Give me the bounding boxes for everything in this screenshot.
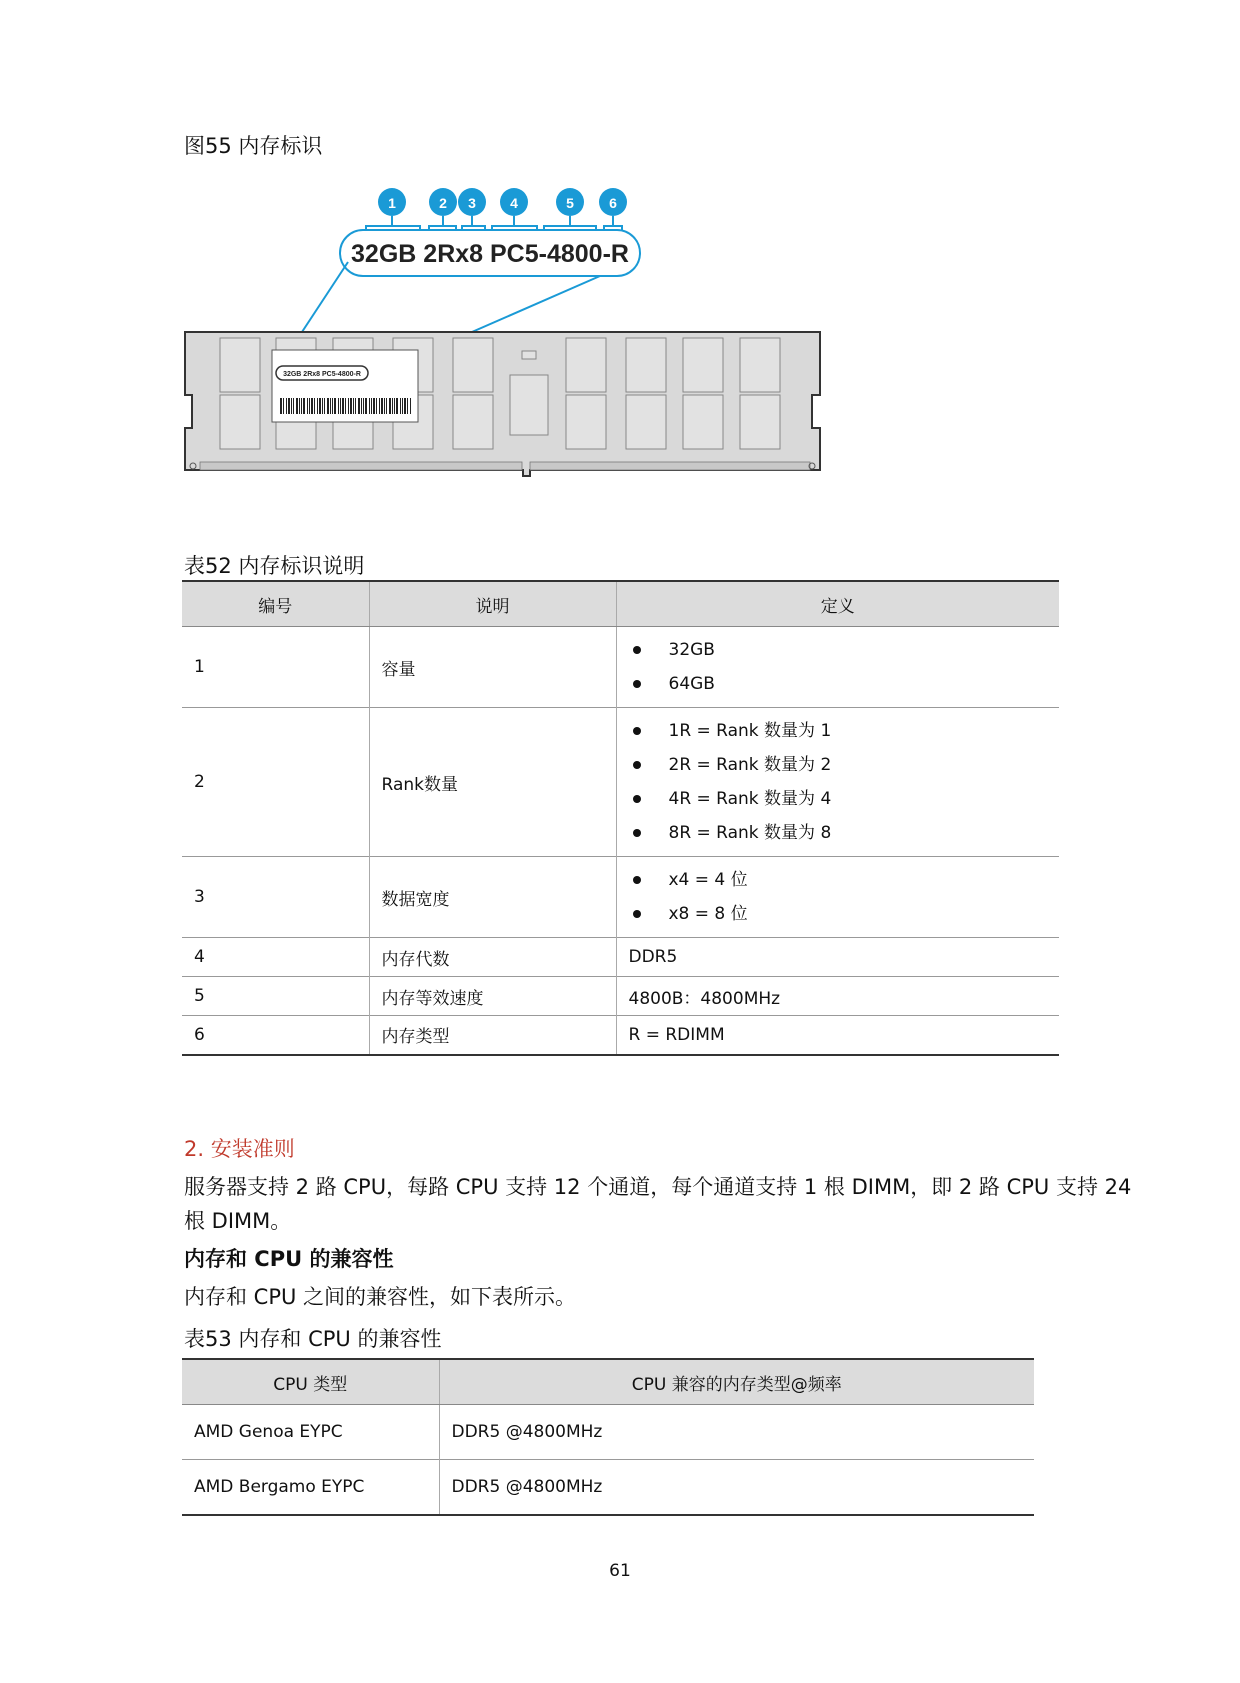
table-row	[182, 1460, 1034, 1515]
table-row	[182, 1405, 1034, 1460]
table-row	[182, 977, 1059, 1016]
table-row	[182, 708, 1059, 857]
cell-number: 3	[182, 857, 369, 938]
table-row	[182, 1016, 1059, 1055]
section-paragraph-line1: 服务器支持 2 路 CPU，每路 CPU 支持 12 个通道，每个通道支持 1 根 DIMM，即 2 路 CPU 支持 24	[184, 1175, 1132, 1199]
section-paragraph-line2: 根 DIMM。	[184, 1209, 292, 1233]
marker-6-text: 6	[609, 195, 617, 211]
cell-cpu: AMD Bergamo EYPC	[182, 1460, 439, 1515]
cell-description: 内存代数	[369, 938, 616, 977]
cell-description: 内存等效速度	[369, 977, 616, 1016]
th-definition: 定义	[616, 581, 1059, 627]
cell-description: 数据宽度	[369, 857, 616, 938]
cell-definition: R = RDIMM	[616, 1016, 1059, 1055]
cell-number: 5	[182, 977, 369, 1016]
marker-2-text: 2	[439, 195, 447, 211]
cell-memory: DDR5 @4800MHz	[439, 1460, 1034, 1515]
cell-description: 容量	[369, 627, 616, 708]
label-callout-text: 32GB 2Rx8 PC5-4800-R	[351, 240, 629, 268]
cell-number: 6	[182, 1016, 369, 1055]
section-heading: 2. 安装准则	[184, 1137, 295, 1161]
cell-definition: 4800B：4800MHz	[616, 977, 1059, 1016]
cell-number: 1	[182, 627, 369, 708]
sticker-label-text: 32GB 2Rx8 PC5-4800-R	[283, 371, 361, 378]
subsection-paragraph: 内存和 CPU 之间的兼容性，如下表所示。	[184, 1285, 577, 1309]
cell-definition	[616, 857, 1059, 938]
memory-label-figure	[180, 170, 880, 515]
cell-memory: DDR5 @4800MHz	[439, 1405, 1034, 1460]
cell-cpu: AMD Genoa EYPC	[182, 1405, 439, 1460]
table-row	[182, 857, 1059, 938]
cell-number: 4	[182, 938, 369, 977]
table53-caption: 表53 内存和 CPU 的兼容性	[184, 1327, 442, 1351]
list-item: 2R = Rank 数量为 2	[629, 748, 1048, 782]
cell-definition	[616, 627, 1059, 708]
marker-5-text: 5	[566, 195, 574, 211]
marker-4-text: 4	[510, 195, 518, 211]
list-item: 4R = Rank 数量为 4	[629, 782, 1048, 816]
list-item: 8R = Rank 数量为 8	[629, 816, 1048, 850]
table-row	[182, 627, 1059, 708]
subsection-heading: 内存和 CPU 的兼容性	[184, 1247, 394, 1271]
list-item: x8 = 8 位	[629, 897, 1048, 931]
th-cpu-type: CPU 类型	[182, 1359, 439, 1405]
cell-definition	[616, 708, 1059, 857]
th-number: 编号	[182, 581, 369, 627]
figure-caption: 图55 内存标识	[184, 134, 323, 158]
list-item: 64GB	[629, 667, 1048, 701]
table52-caption: 表52 内存标识说明	[184, 554, 365, 578]
cell-number: 2	[182, 708, 369, 857]
cell-definition: DDR5	[616, 938, 1059, 977]
th-memory-type: CPU 兼容的内存类型@频率	[439, 1359, 1034, 1405]
marker-group	[378, 188, 627, 216]
table-row	[182, 938, 1059, 977]
cell-description: 内存类型	[369, 1016, 616, 1055]
page-number: 61	[609, 1561, 631, 1581]
cell-description: Rank数量	[369, 708, 616, 857]
marker-1-text: 1	[388, 195, 396, 211]
list-item: 32GB	[629, 633, 1048, 667]
list-item: x4 = 4 位	[629, 863, 1048, 897]
th-description: 说明	[369, 581, 616, 627]
table52	[182, 580, 1059, 1056]
table53	[182, 1358, 1034, 1516]
marker-3-text: 3	[468, 195, 476, 211]
list-item: 1R = Rank 数量为 1	[629, 714, 1048, 748]
